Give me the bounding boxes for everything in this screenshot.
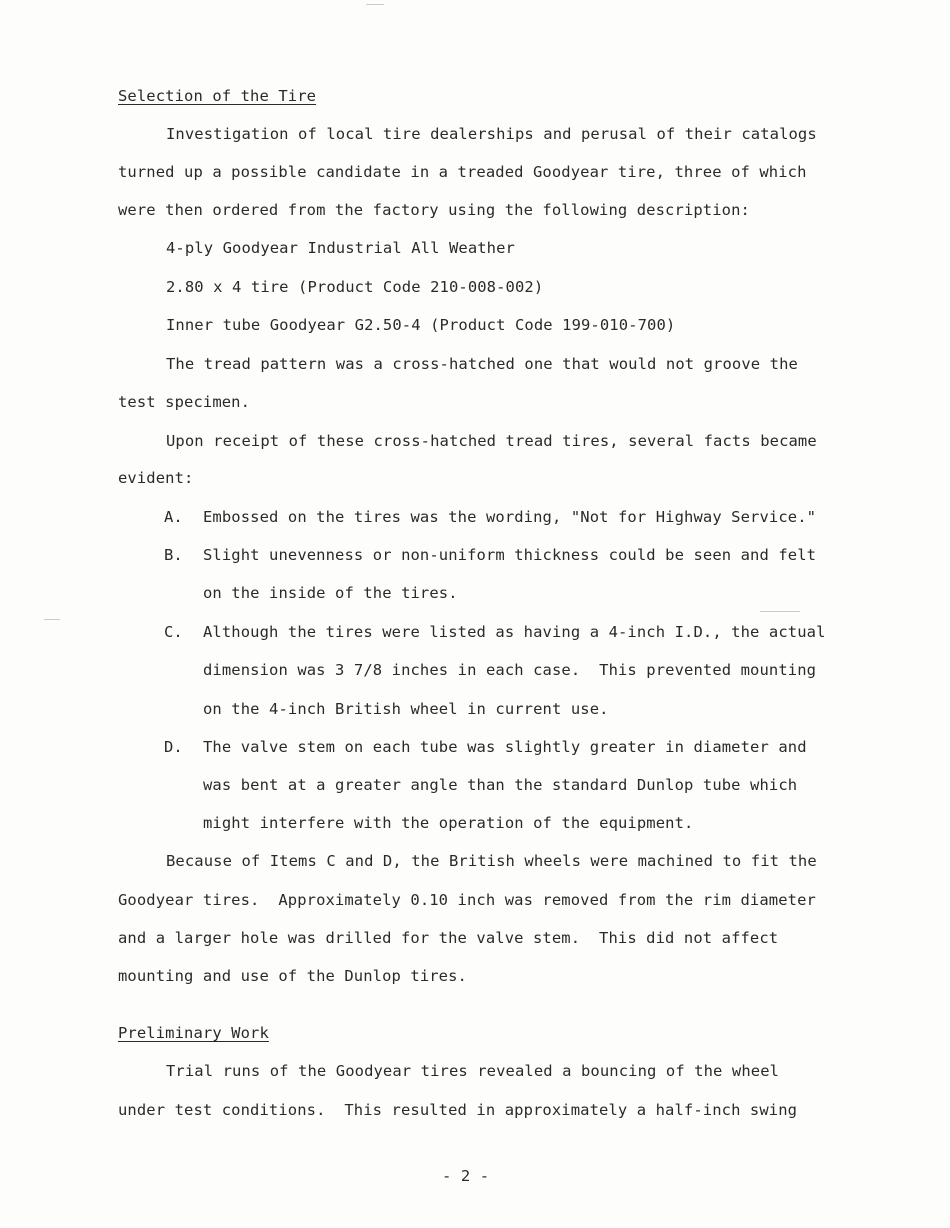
paragraph-line: Investigation of local tire dealerships and perusal of their catalogs bbox=[166, 125, 817, 143]
paragraph-line: and a larger hole was drilled for the valve stem. This did not affect bbox=[118, 929, 779, 947]
description-line: Inner tube Goodyear G2.50-4 (Product Code 199-010-700) bbox=[166, 316, 676, 334]
paragraph-line: The tread pattern was a cross-hatched one that would not groove the bbox=[166, 355, 798, 373]
paragraph-line: test specimen. bbox=[118, 393, 251, 411]
description-line: 2.80 x 4 tire (Product Code 210-008-002) bbox=[166, 278, 544, 296]
list-item-label: D. bbox=[164, 738, 183, 756]
paragraph-line: evident: bbox=[118, 469, 194, 487]
scan-mark bbox=[44, 619, 60, 620]
list-item-line: on the inside of the tires. bbox=[203, 584, 458, 602]
list-item-label: C. bbox=[164, 623, 183, 641]
paragraph-line: under test conditions. This resulted in approximately a half-inch swing bbox=[118, 1101, 798, 1119]
paragraph-line: Because of Items C and D, the British wheels were machined to fit the bbox=[166, 852, 817, 870]
list-item-line: Slight unevenness or non-uniform thickness could be seen and felt bbox=[203, 546, 817, 564]
description-line: 4-ply Goodyear Industrial All Weather bbox=[166, 239, 515, 257]
paragraph-line: Trial runs of the Goodyear tires revealed a bouncing of the wheel bbox=[166, 1062, 780, 1080]
paragraph-line: Upon receipt of these cross-hatched tread tires, several facts became bbox=[166, 432, 817, 450]
list-item-line: dimension was 3 7/8 inches in each case. This prevented mounting bbox=[203, 661, 817, 679]
list-item-label: B. bbox=[164, 546, 183, 564]
scan-mark bbox=[366, 4, 384, 5]
paragraph-line: turned up a possible candidate in a treaded Goodyear tire, three of which bbox=[118, 163, 807, 181]
list-item-line: on the 4-inch British wheel in current use. bbox=[203, 700, 609, 718]
list-item-line: Although the tires were listed as having a 4-inch I.D., the actual bbox=[203, 623, 826, 641]
section-heading-preliminary: Preliminary Work bbox=[118, 1024, 269, 1042]
list-item-label: A. bbox=[164, 508, 183, 526]
scan-mark bbox=[760, 611, 800, 612]
list-item-line: was bent at a greater angle than the standard Dunlop tube which bbox=[203, 776, 798, 794]
section-heading-selection: Selection of the Tire bbox=[118, 87, 317, 105]
page-number: - 2 - bbox=[442, 1167, 490, 1185]
list-item-line: Embossed on the tires was the wording, "Not for Highway Service." bbox=[203, 508, 817, 526]
paragraph-line: Goodyear tires. Approximately 0.10 inch was removed from the rim diameter bbox=[118, 891, 816, 909]
list-item-line: The valve stem on each tube was slightly greater in diameter and bbox=[203, 738, 807, 756]
paragraph-line: were then ordered from the factory using the following description: bbox=[118, 201, 750, 219]
paragraph-line: mounting and use of the Dunlop tires. bbox=[118, 967, 467, 985]
list-item-line: might interfere with the operation of the equipment. bbox=[203, 814, 694, 832]
